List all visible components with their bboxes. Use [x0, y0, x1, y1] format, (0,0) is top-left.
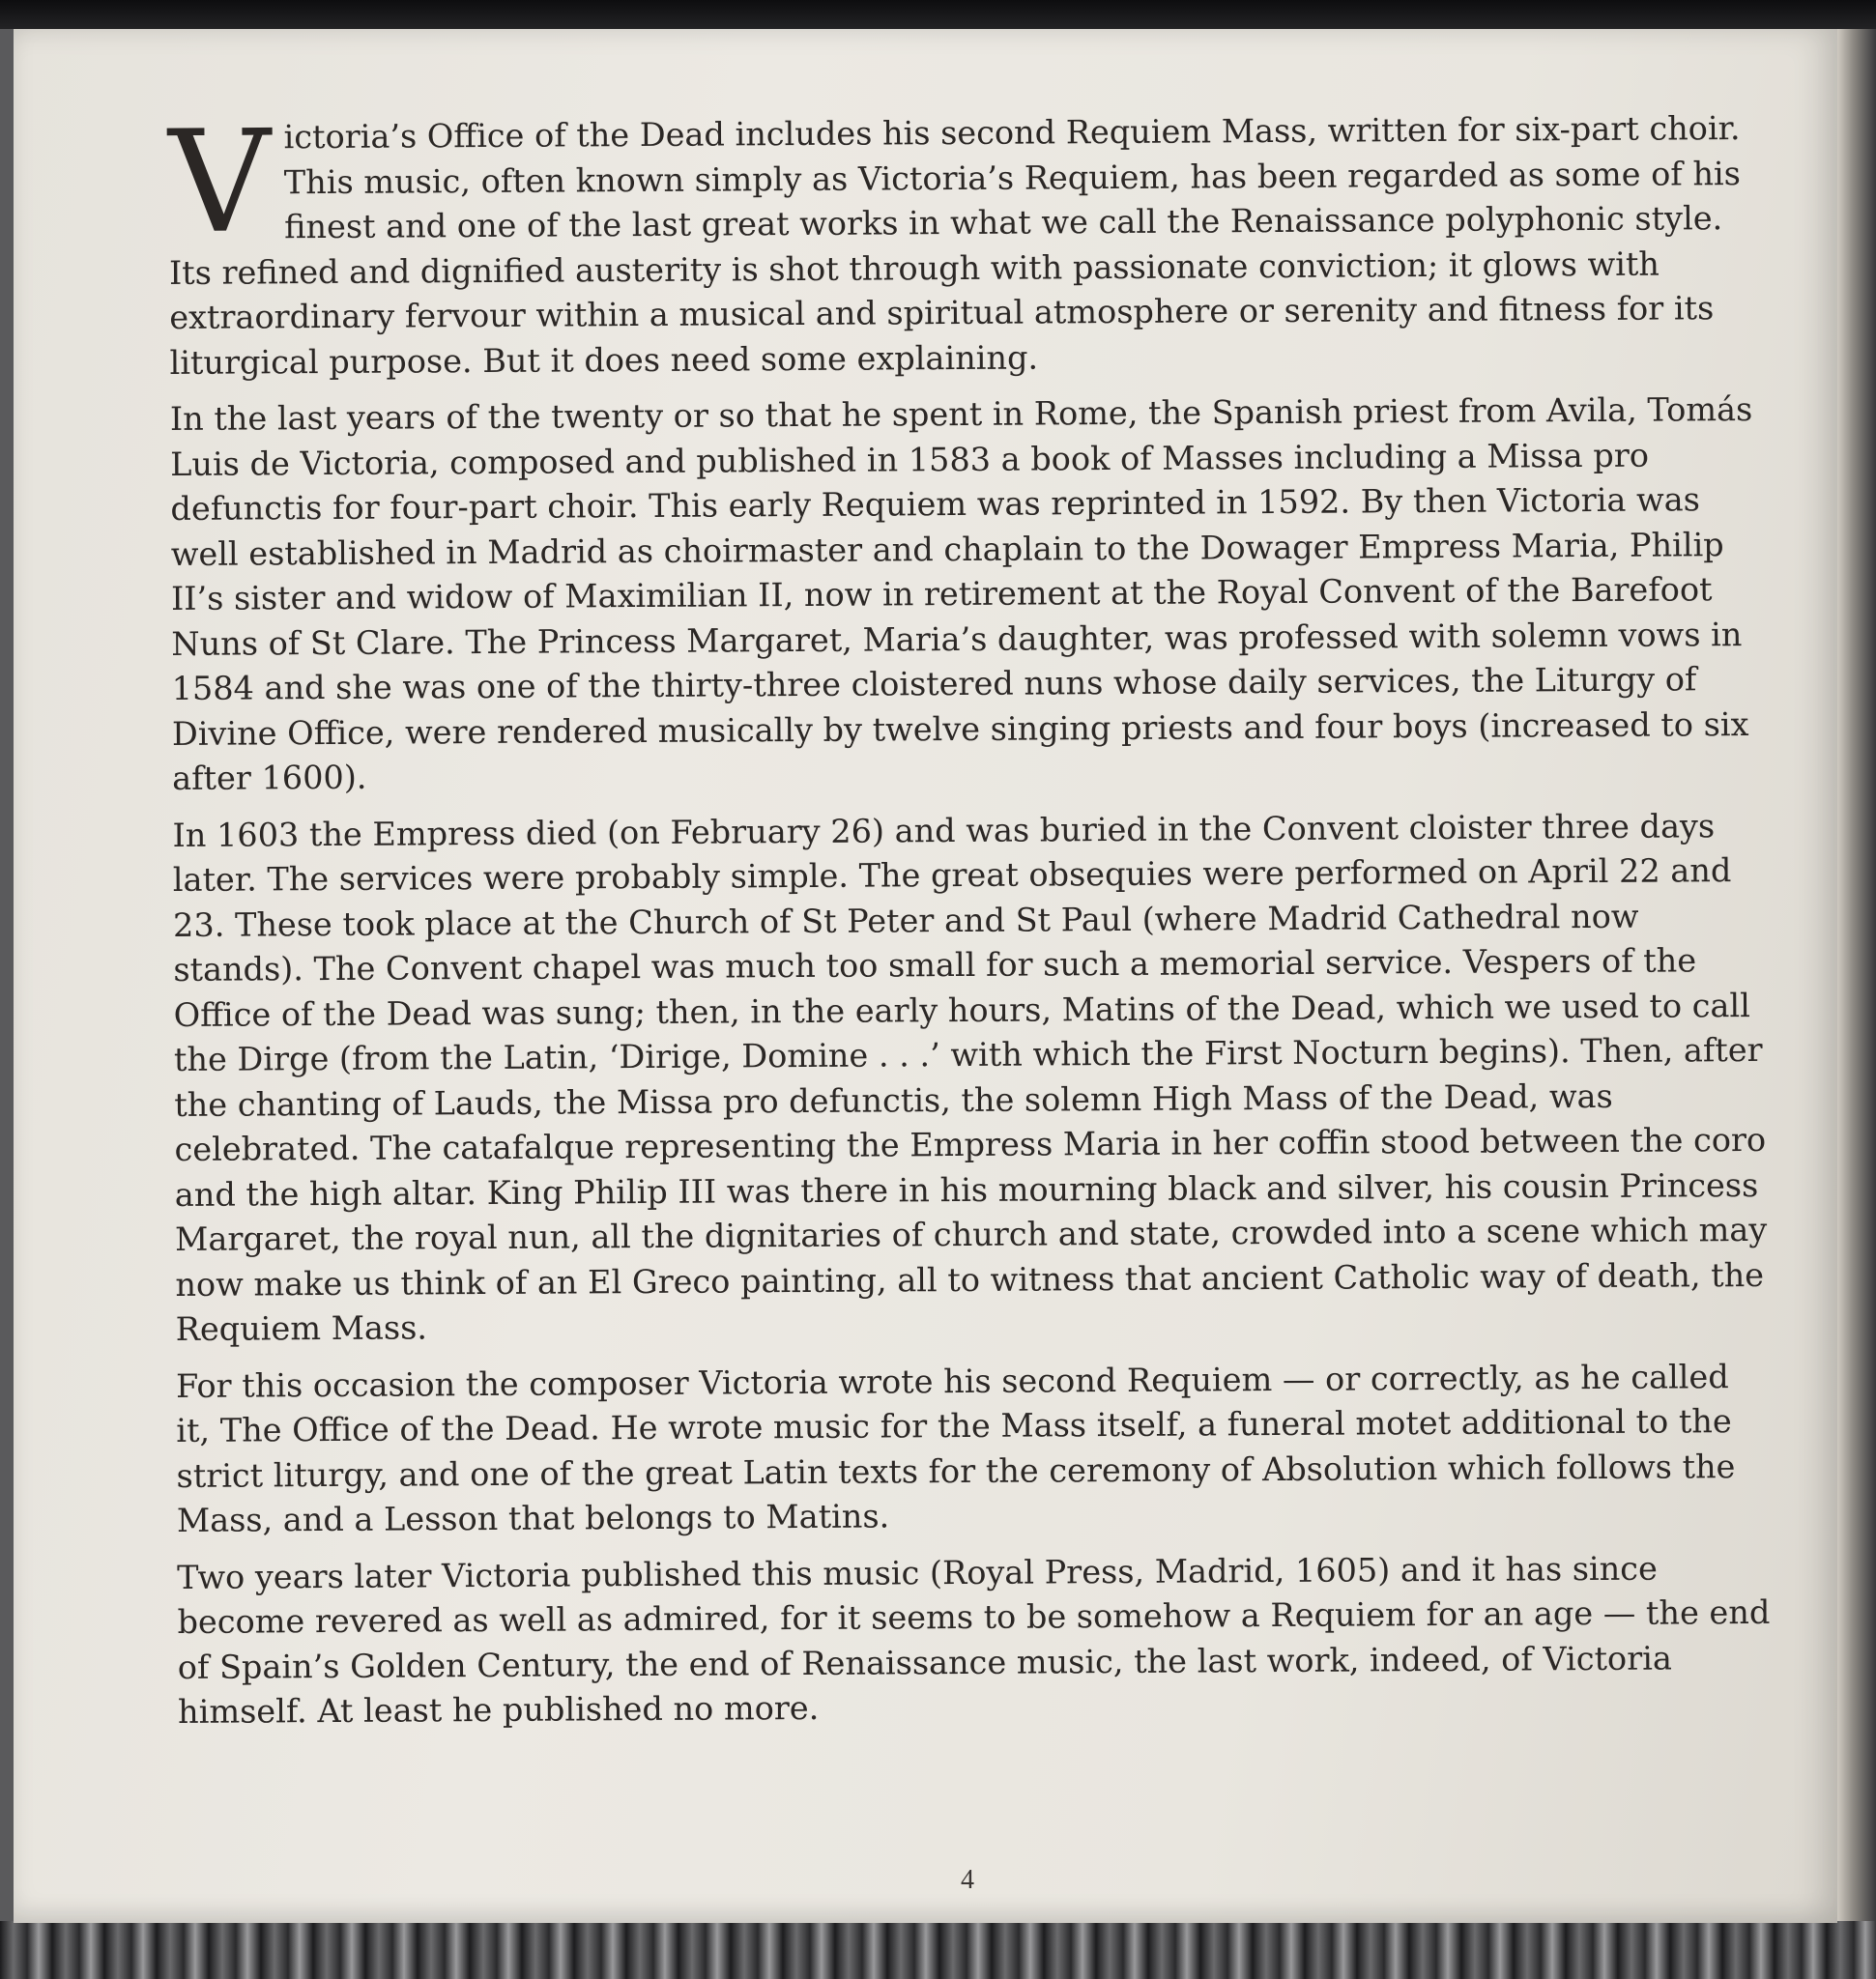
book-cover-edge — [0, 1921, 1876, 1979]
page-number: 4 — [961, 1865, 974, 1895]
body-text — [167, 100, 1773, 1747]
paragraph-intro: Victoria’s Office of the Dead includes his second Requiem Mass, written for six-part choir. This music, often known simply as Victoria’s Requiem, has been regarded as some of his finest and one of the last great works in what we call the Renaissance polyphonic style. Its refined and dignified austerity is shot through with passionate conviction; it glows with extraordinary fervour within a musical and spiritual atmosphere or serenity and fitness for its liturgical purpose. But it does need some explaining. — [167, 100, 1741, 382]
book-page — [14, 29, 1837, 1923]
paragraph-obsequies: In 1603 the Empress died (on February 26) and was buried in the Convent cloister three days later. The services were probably simple. The great obsequies were performed on April 22 and 23. These took place at the Church of St Peter and St Paul (where Madrid Cathedral now stands). The Convent chapel was much too small for such a memorial service. Vespers of the Office of the Dead was sung; then, in the early hours, Matins of the Dead, which we used to call the Dirge (from the Latin, ‘Dirige, Domine . . .’ with which the First Nocturn begins). Then, after the chanting of Lauds, the Missa pro defunctis, the solemn High Mass of the Dead, was celebrated. The catafalque representing the Empress Maria in her coffin stood between the coro and the high altar. King Philip III was there in his mourning black and silver, his cousin Princess Margaret, the royal nun, all the dignitaries of church and state, crowded into a scene which may now make us think of an El Greco painting, all to witness that ancient Catholic way of death, the Requiem Mass. — [172, 806, 1768, 1348]
paragraph-occasion: For this occasion the composer Victoria wrote his second Requiem — or correctly, as he called it, The Office of the Dead. He wrote music for the Mass itself, a funeral motet additional to the strict liturgy, and one of the great Latin texts for the ceremony of Absolution which follows the Mass, and a Lesson that belongs to Matins. — [175, 1357, 1736, 1539]
book-edge-right — [1837, 29, 1876, 1979]
book-edge-left — [0, 29, 14, 1979]
paragraph-publication: Two years later Victoria published this music (Royal Press, Madrid, 1605) and it has since become revered as well as admired, for it seems to be somehow a Requiem for an age — the end of Spain’s Golden Century, the end of Renaissance music, the last work, indeed, of Victoria himself. At least he published no more. — [177, 1549, 1771, 1731]
paragraph-rome: In the last years of the twenty or so that he spent in Rome, the Spanish priest from Avila, Tomás Luis de Victoria, composed and published in 1583 a book of Masses including a Missa pro defunctis for four-part choir. This early Requiem was reprinted in 1592. By then Victoria was well established in Madrid as choirmaster and chaplain to the Dowager Empress Maria, Philip II’s sister and widow of Maximilian II, now in retirement at the Royal Convent of the Barefoot Nuns of St Clare. The Princess Margaret, Maria’s daughter, was professed with solemn vows in 1584 and she was one of the thirty-three cloistered nuns whose daily services, the Liturgy of Divine Office, were rendered musically by twelve singing priests and four boys (increased to six after 1600). — [169, 389, 1753, 797]
